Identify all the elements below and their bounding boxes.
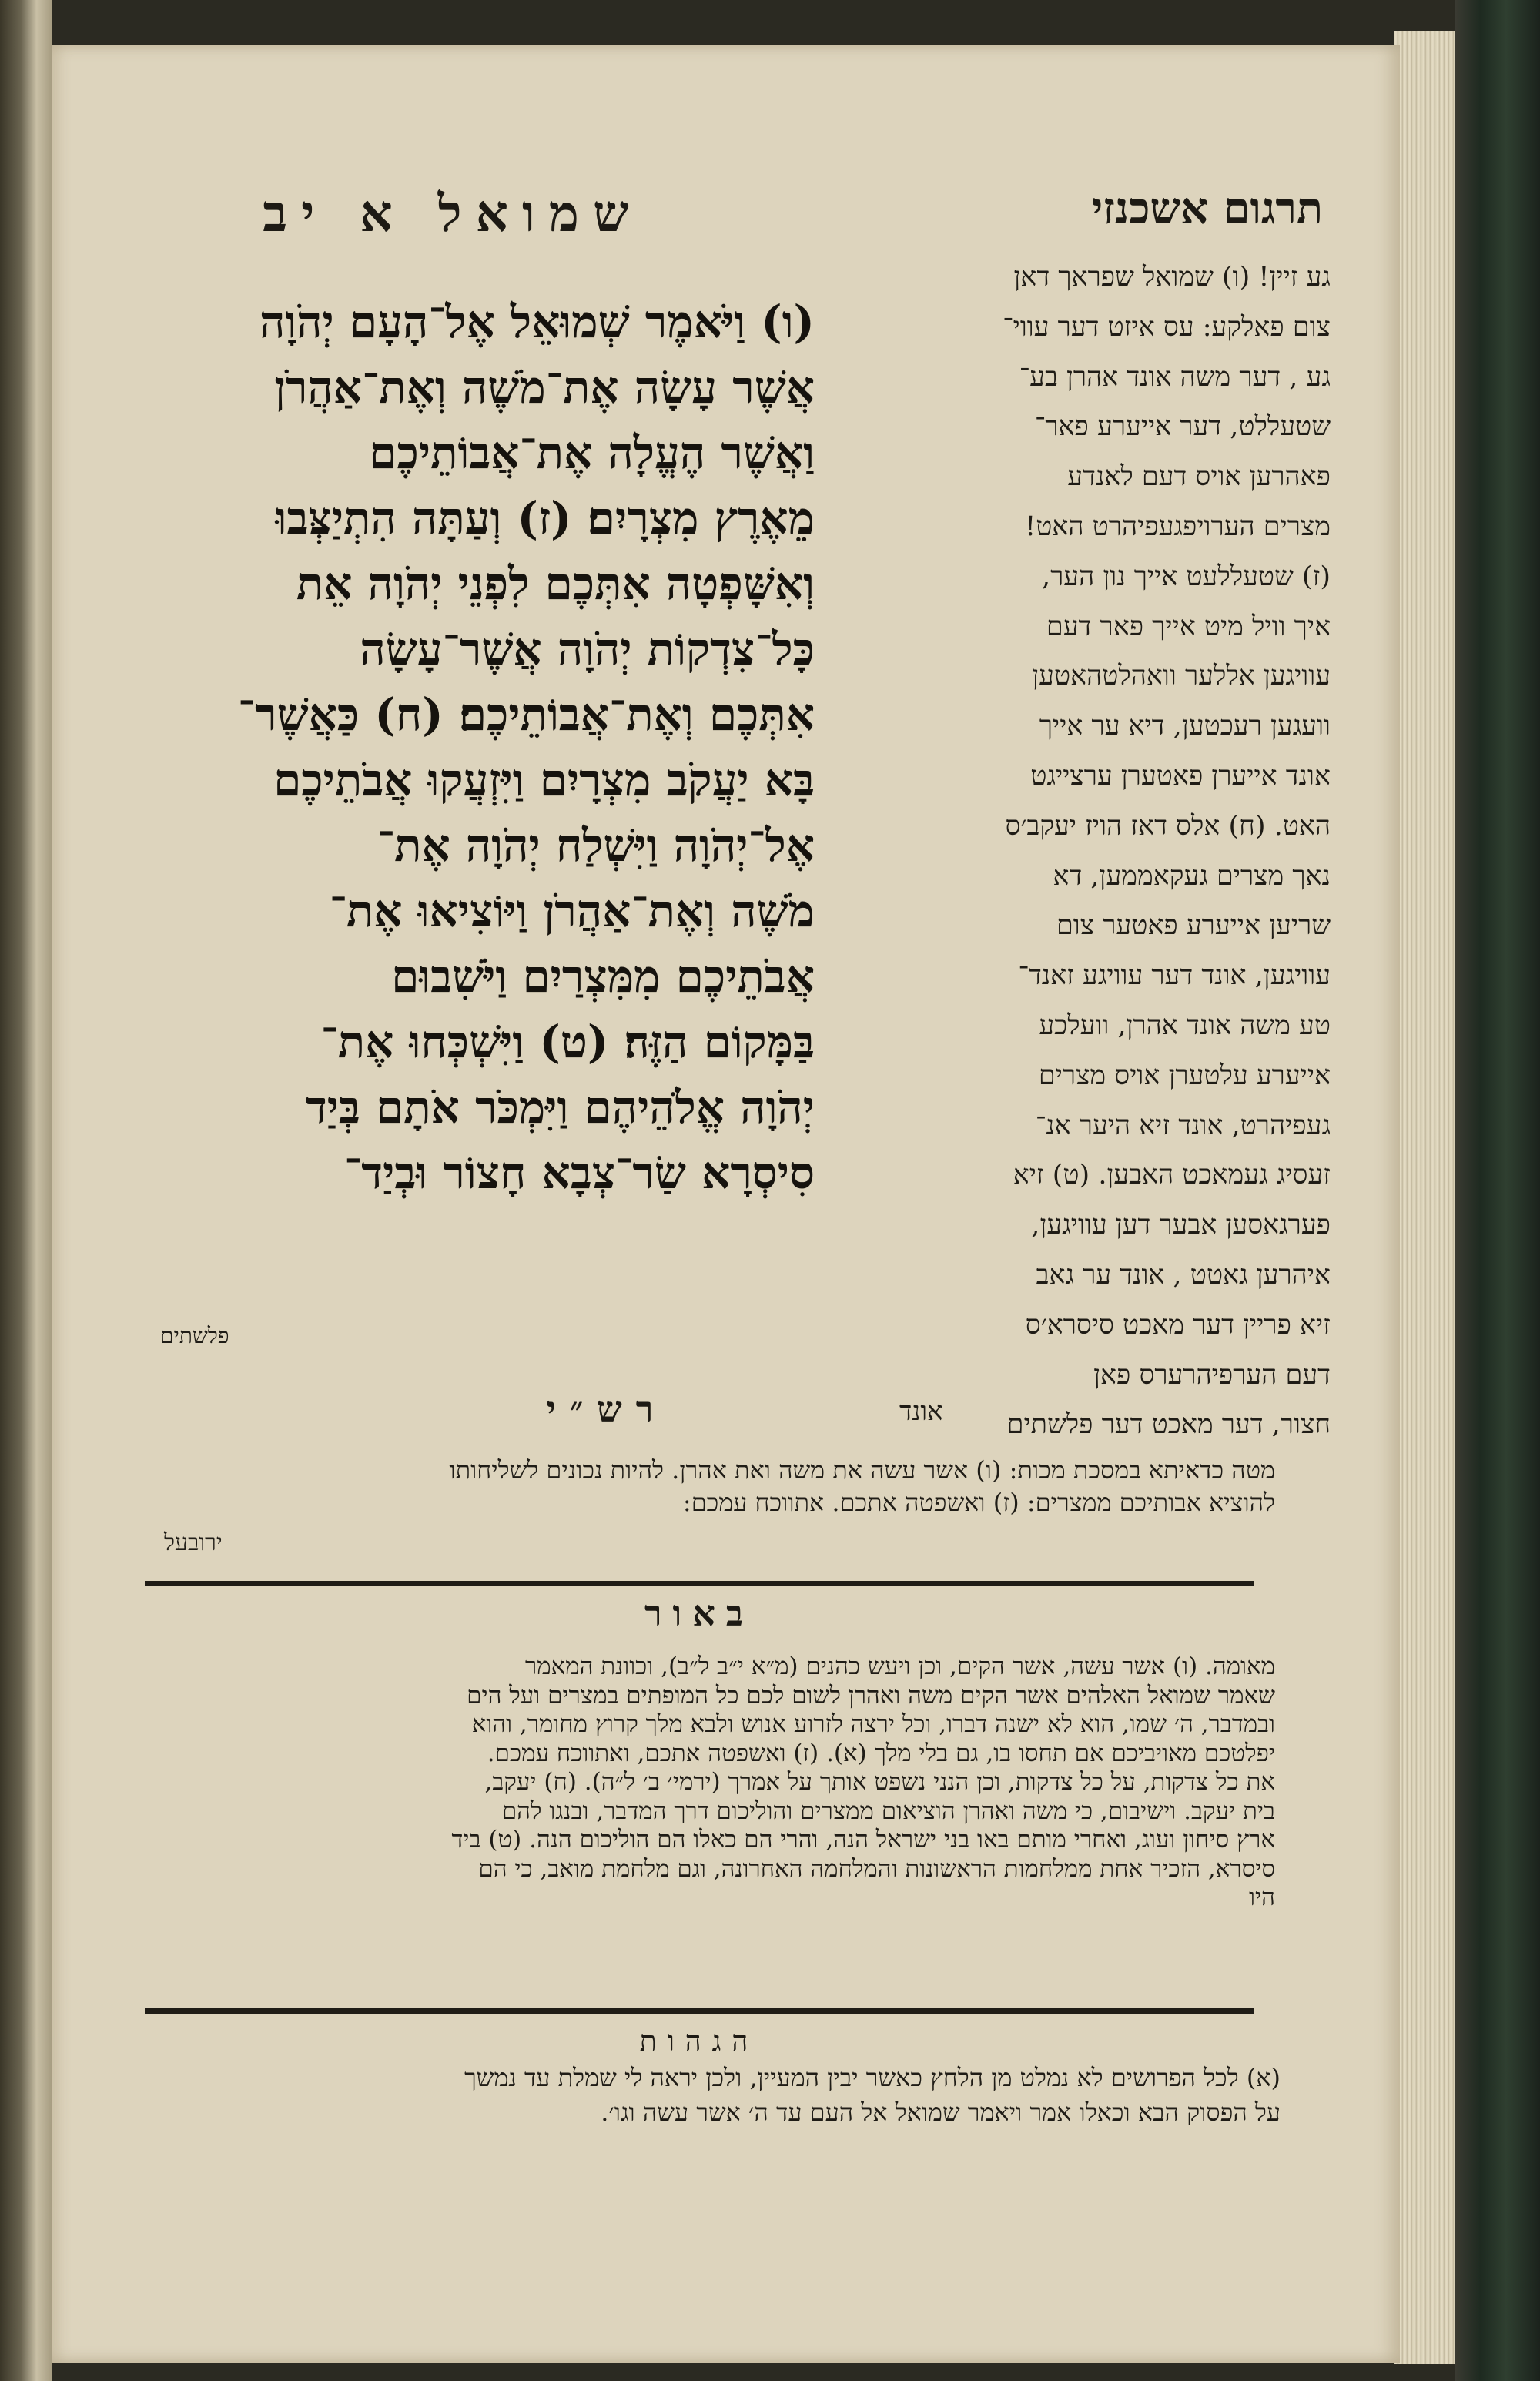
targum-line: איהרען גאטט , אונד ער גאב (1036, 1259, 1331, 1291)
book-cover-left (0, 0, 52, 2381)
verse-line: מֹשֶׁה וְאֶת־אַהֲרֹן וַיּוֹצִיאוּ אֶת־ (329, 885, 815, 937)
targum-line: חצור, דער מאכט דער פלשתים (1006, 1409, 1331, 1441)
targum-catchword: אונד (899, 1396, 943, 1427)
verse-line: וְאִשָּׁפְטָה אִתְּכֶם לִפְנֵי יְהֹוָה אֵת (296, 558, 815, 610)
book-cover-right (1455, 0, 1540, 2381)
verse-line: מֵאֶרֶץ מִצְרָיִם׃ (ז) וְעַתָּה הִתְיַצְּבוּ (275, 492, 815, 544)
targum-line: שריען אייערע פאטער צום (1056, 910, 1331, 942)
verse-line: (ו) וַיֹּאמֶר שְׁמוּאֵל אֶל־הָעָם יְהֹוָה (259, 296, 815, 348)
verse-line: אִתְּכֶם וְאֶת־אֲבוֹתֵיכֶם׃ (ח) כַּאֲשֶׁר־ (237, 688, 815, 741)
biur-line: סיסרא, הזכיר אחת ממלחמות הראשונות והמלחמה האחרונה, וגם מלחמת מואב, כי הם (478, 1854, 1275, 1883)
rashi-title: רש״י (546, 1388, 668, 1430)
hagahot-line: על הפסוק הבא וכאלו אמר ויאמר שמואל אל העם עד ה׳ אשר עשה וגו׳. (601, 2098, 1281, 2127)
targum-line: איך וויל מיט אייך פאר דעם (1046, 611, 1331, 642)
targum-line: עוויגען, אונד דער עוויגע זאנד־ (1018, 960, 1331, 992)
targum-line: שטעללט, דער אייערע פאר־ (1034, 411, 1331, 443)
verse-line: אֶל־יְהֹוָה וַיִּשְׁלַח יְהֹוָה אֶת־ (377, 819, 815, 872)
targum-line: דעם הערפיהרערס פאן (1093, 1359, 1331, 1391)
verse-line: אֲבֹתֵיכֶם מִמִּצְרַיִם וַיֹּשִׁבוּם (391, 950, 815, 1003)
rashi-line: מטה כדאיתא במסכת מכות: (ו) אשר עשה את משה ואת אהרן. להיות נכונים לשליחותו (449, 1455, 1275, 1485)
biur-line: את כל צדקות, על כל צדקות, וכן הנני נשפט אותך על אמרך (ירמי׳ ב׳ ל״ה). (ח) יעקב, (484, 1768, 1275, 1796)
hebrew-text-column (99, 290, 815, 1206)
biur-line: ובמדבר, ה׳ שמו, הוא לא ישנה דברו, וכל ירצה לזרוע אנוש ולבא מלך קרוץ מחומר, והוא (471, 1710, 1275, 1738)
biur-line: ארץ סיחון ועוג, ואחרי מותם באו בני ישראל הנה, והרי הם כאלו הם הוליכום הנה. (ט) ביד (451, 1826, 1275, 1854)
verse-line: אֲשֶׁר עָשָׂה אֶת־מֹשֶׁה וְאֶת־אַהֲרֹן (274, 361, 815, 414)
targum-column (853, 253, 1331, 1450)
targum-line: זעסיג געמאכט האבען. (ט) זיא (1013, 1160, 1331, 1191)
targum-line: האט. (ח) אלס דאז הויז יעקב׳ס (1005, 810, 1331, 842)
biur-line: היו (1249, 1884, 1275, 1911)
targum-line: פאהרען אויס דעם לאנדע (1067, 461, 1331, 493)
targum-line: פערגאסען אבער דען עוויגען, (1031, 1210, 1331, 1241)
targum-line: וועגען רעכטען, דיא ער אייך (1039, 711, 1331, 742)
rashi-catchword: ירובעל (164, 1529, 223, 1556)
targum-line: נאך מצרים געקאממען, דא (1053, 860, 1331, 892)
biur-line: שאמר שמואל האלהים אשר הקים משה ואהרן לשום לכם כל המופתים במצרים ועל הים (467, 1681, 1275, 1710)
rashi-commentary (120, 1454, 1275, 1519)
main-catchword: פלשתים (160, 1323, 229, 1348)
biur-line: יפלטכם מאויביכם אם תחסו בו, גם בלי מלך (א). (ז) ואשפטה אתכם, ואתווכח עמכם. (487, 1739, 1275, 1767)
targum-line: גע , דער משה אונד אהרן בע־ (1019, 361, 1331, 393)
verse-line: כָּל־צִדְקוֹת יְהֹוָה אֲשֶׁר־עָשָׂה (360, 623, 815, 675)
divider-rule (145, 1581, 1254, 1586)
hagahot-notes (141, 2061, 1281, 2130)
hagahot-line: (א) לכל הפרושים לא נמלט מן הלחץ כאשר יבין המעיין, ולכן יראה לי שמלת עד נמשך (464, 2063, 1281, 2092)
targum-line: טע משה אונד אהרן, וועלכע (1039, 1010, 1331, 1041)
targum-line: געפיהרט, אונד זיא היער אנ־ (1035, 1110, 1331, 1141)
hagahot-title: הגהות (639, 2026, 759, 2058)
biur-commentary (120, 1653, 1275, 1913)
targum-line: זיא פריין דער מאכט סיסרא׳ס (1025, 1309, 1331, 1341)
targum-line: עוויגען אללער וואהלטהאטען (1032, 661, 1331, 692)
biur-line: מאומה. (ו) אשר עשה, אשר הקים, וכן ויעש כהנים (מ״א י״ב ל״ב), וכוונת המאמר (525, 1653, 1275, 1680)
verse-line: בָּא יַעֲקֹב מִצְרָיִם וַיִּזְעֲקוּ אֲבֹתֵיכֶם (273, 754, 815, 806)
rashi-line: להוציא אבותיכם ממצרים: (ז) ואשפטה אתכם. אתווכח עמכם: (682, 1488, 1275, 1517)
targum-line: אייערע עלטערן אויס מצרים (1038, 1060, 1331, 1091)
page-edges (1394, 31, 1459, 2364)
targum-title: תרגום אשכנזי (1091, 183, 1323, 234)
targum-line: אונד אייערן פאטערן ערצייגט (1030, 760, 1331, 792)
targum-line: גע זיין! (ו) שמואל שפראך דאן (1013, 262, 1331, 293)
verse-line: יְהֹוָה אֱלֹהֵיהֶם וַיִּמְכֹּר אֹתָם בְּיַד (305, 1081, 815, 1134)
targum-line: מצרים הערויפגעפיהרט האט! (1025, 511, 1331, 542)
verse-line: סִיסְרָא שַׂר־צְבָא חָצוֹר וּבְיַד־ (344, 1147, 815, 1199)
verse-line: בַּמָּקוֹם הַזֶּה׃ (ט) וַיִּשְׁכְּחוּ אֶת־ (320, 1016, 815, 1068)
book-title: שמואל א יב (263, 183, 643, 243)
divider-rule (145, 2008, 1254, 2014)
targum-line: (ז) שטעללעט אייך נון הער, (1041, 561, 1331, 592)
biur-title: באור (644, 1592, 755, 1634)
biur-line: בית יעקב. וישיבום, כי משה ואהרן הוציאום ממצרים והוליכום דרך המדבר, ובנגו להם (501, 1797, 1275, 1825)
targum-line: צום פאלקע: עס איזט דער עווי־ (1003, 311, 1331, 343)
book-page (52, 45, 1400, 2363)
verse-line: וַאֲשֶׁר הֶעֱלָה אֶת־אֲבוֹתֵיכֶם (369, 427, 815, 479)
